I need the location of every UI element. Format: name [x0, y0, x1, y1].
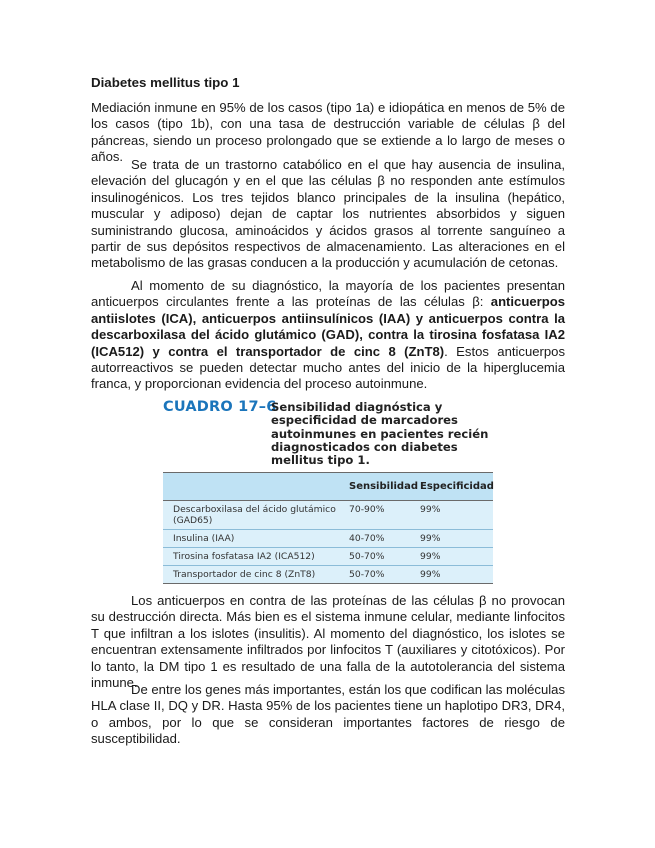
row-sensibilidad: 50-70% — [349, 569, 385, 580]
markers-table — [163, 472, 493, 584]
row-especificidad: 99% — [420, 551, 441, 562]
header-sensibilidad: Sensibilidad — [349, 481, 418, 492]
paragraph-3-text — [91, 278, 565, 393]
paragraph-4 — [91, 593, 565, 691]
header-especificidad: Especificidad — [420, 481, 494, 492]
row-especificidad: 99% — [420, 504, 441, 515]
table-row — [163, 548, 493, 566]
paragraph-1-text: Mediación inmune en 95% de los casos (tipo 1a) e idiopática en menos de 5% de los casos (tipo 1b), con una tasa de destrucción variable de células β del páncreas, siendo un proceso prolongado que se extiende a lo largo de meses o años. — [91, 100, 565, 165]
row-marker: Insulina (IAA) — [173, 533, 235, 544]
row-marker: Descarboxilasa del ácido glutámico (GAD65) — [173, 504, 336, 526]
paragraph-3-intro: Al momento de su diagnóstico, la mayoría de los pacientes presentan anticuerpos circulantes frente a las proteínas de las células β: — [91, 278, 565, 310]
table-row — [163, 501, 493, 530]
row-marker: Transportador de cinc 8 (ZnT8) — [173, 569, 316, 580]
row-sensibilidad: 40-70% — [349, 533, 385, 544]
paragraph-2-text: Se trata de un trastorno catabólico en el que hay ausencia de insulina, elevación del glucagón y en el que las células β no responden ante estímulos insulinogénicos. Los tres tejidos blanco principales de la insulina (hepático, muscular y adiposo) dejan de captar los nutrientes absorbidos y siguen suministrando glucosa, aminoácidos y ácidos grasos al torrente sanguíneo a partir de sus depósitos respectivos de almacenamiento. Las alteraciones en el metabolismo de las grasas conducen a la producción y acumulación de cetonas. — [91, 157, 565, 271]
paragraph-3-antibodies: anticuerpos antiislotes (ICA), anticuerpos antiinsulínicos (IAA) y anticuerpos contra la descarboxilasa del ácido glutámico (GAD), contra la tirosina fosfatasa IA2 (ICA512) y contra el transportador de cinc 8 (ZnT8) — [91, 294, 565, 359]
section-heading: Diabetes mellitus tipo 1 — [91, 75, 240, 90]
row-marker: Tirosina fosfatasa IA2 (ICA512) — [173, 551, 315, 562]
table-row — [163, 530, 493, 548]
paragraph-4-text: Los anticuerpos en contra de las proteínas de las células β no provocan su destrucción directa. Más bien es el sistema inmune celular, mediante linfocitos T que infiltran a los islotes (insulitis). Al momento del diagnóstico, los islotes se encuentran extensamente infiltrados por linfocitos T (auxiliares y citotóxicos). Por lo tanto, la DM tipo 1 es resultado de una falla de la autotolerancia del sistema inmune. — [91, 593, 565, 691]
row-especificidad: 99% — [420, 533, 441, 544]
paragraph-5 — [91, 682, 565, 748]
table-header — [163, 472, 493, 501]
paragraph-1 — [91, 100, 565, 166]
table-title: Sensibilidad diagnóstica y especificidad de marcadores autoinmunes en pacientes recién diagnosticados con diabetes mellitus tipo 1. — [271, 400, 489, 468]
table-row — [163, 566, 493, 584]
paragraph-2 — [91, 157, 565, 272]
paragraph-3 — [91, 278, 565, 393]
paragraph-5-text: De entre los genes más importantes, están los que codifican las moléculas HLA clase II, DQ y DR. Hasta 95% de los pacientes tiene un haplotipo DR3, DR4, o ambos, por lo que se consideran importantes factores de riesgo de susceptibilidad. — [91, 682, 565, 747]
table-label: CUADRO 17–6 — [163, 399, 277, 415]
row-sensibilidad: 70-90% — [349, 504, 385, 515]
row-especificidad: 99% — [420, 569, 441, 580]
row-sensibilidad: 50-70% — [349, 551, 385, 562]
paragraph-3-outro: . Estos anticuerpos autorreactivos se pueden detectar mucho antes del inicio de la hiperglucemia franca, y proporcionan evidencia del proceso autoinmune. — [91, 343, 565, 392]
